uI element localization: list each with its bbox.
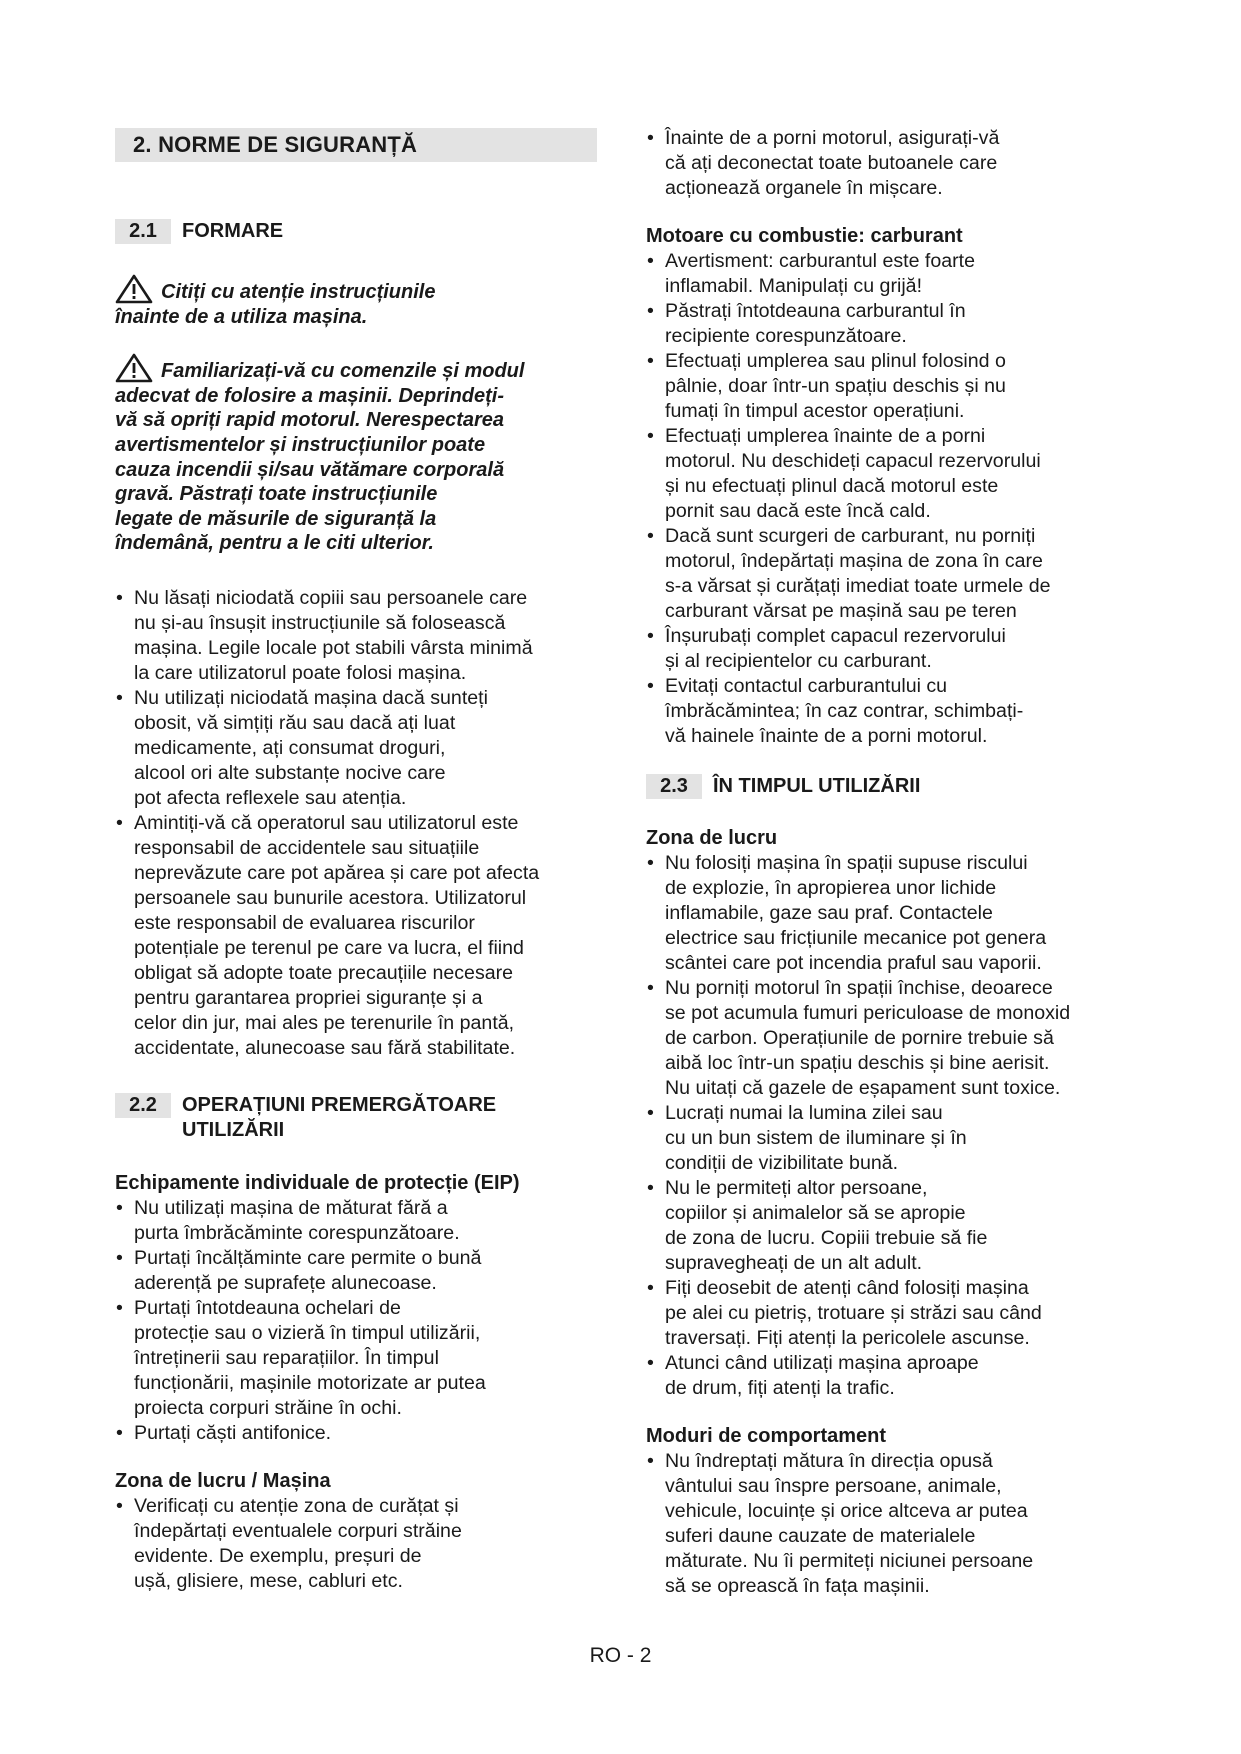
list-item: • Efectuați umplerea sau plinul folosind o pâlnie, doar într-un spațiu deschis și nu fumați în timpul acestor operațiuni. <box>646 349 1136 424</box>
list-item: • Atunci când utilizați mașina aproape de drum, fiți atenți la trafic. <box>646 1351 1136 1401</box>
section-title <box>115 128 597 162</box>
eip-heading: Echipamente individuale de protecție (EIP) <box>115 1171 520 1194</box>
warning-text-1: Citiți cu atenție instrucțiunile înainte de a utiliza mașina. <box>115 281 436 328</box>
subsection-2-1-heading <box>115 219 597 244</box>
fuel-list <box>646 249 1136 749</box>
training-list <box>115 586 597 1061</box>
section-title-text: NORME DE SIGURANȚĂ <box>158 132 418 157</box>
list-item: • Dacă sunt scurgeri de carburant, nu porniți motorul, îndepărtați mașina de zona în care s-a vărsat și curățați imediat toate urmele de carburant vărsat pe mașină sau pe teren <box>646 524 1136 624</box>
work-zone-machine-list-continued <box>646 126 1136 201</box>
subsection-title: OPERAȚIUNI PREMERGĂTOARE UTILIZĂRII <box>182 1093 497 1141</box>
subsection-title: ÎN TIMPUL UTILIZĂRII <box>713 775 921 797</box>
list-item: • Amintiți-vă că operatorul sau utilizatorul este responsabil de accidentele sau situațiile neprevăzute care pot apărea și care pot afecta persoanele sau bunurile acestora. Utilizatorul este responsabil de evaluarea riscurilor potențiale pe terenul pe care va lucra, el fiind obligat să adopte toate precauțiile necesare pentru garantarea propriei siguranțe și a celor din jur, mai ales pe terenurile în pantă, accidentate, alunecoase sau fără stabilitate. <box>115 811 597 1061</box>
page-number: RO - 2 <box>589 1644 652 1667</box>
warning-triangle-icon <box>115 353 153 383</box>
behavior-heading: Moduri de comportament <box>646 1425 887 1447</box>
work-zone-machine-heading: Zona de lucru / Mașina <box>115 1469 331 1492</box>
warning-read-instructions <box>115 274 597 329</box>
list-item: • Efectuați umplerea înainte de a porni motorul. Nu deschideți capacul rezervorului și nu efectuați plinul dacă motorul este pornit sau dacă este încă cald. <box>646 424 1136 524</box>
list-item: • Nu folosiți mașina în spații supuse riscului de explozie, în apropierea unor lichide inflamabile, gaze sau praf. Contactele electrice sau fricțiunile mecanice pot genera scântei care pot incendia praful sau vaporii. <box>646 851 1136 976</box>
work-zone-machine-list <box>115 1494 597 1594</box>
list-item: • Avertisment: carburantul este foarte inflamabil. Manipulați cu grijă! <box>646 249 1136 299</box>
list-item: • Nu le permiteți altor persoane, copiilor și animalelor să se apropie de zona de lucru. Copiii trebuie să fie supravegheați de un alt adult. <box>646 1176 1136 1276</box>
subsection-number: 2.1 <box>115 219 171 244</box>
work-zone-heading: Zona de lucru <box>646 827 778 849</box>
warning-text-2: Familiarizați-vă cu comenzile și modul adecvat de folosire a mașinii. Deprindeți- vă să opriți rapid motorul. Nerespectarea avertismentelor și instrucțiunilor poate cauza incendii și/sau vătămare corporală gravă. Păstrați toate instrucțiunile legate de măsurile de siguranță la îndemână, pentru a le citi ulterior. <box>115 360 525 555</box>
list-item: • Fiți deosebit de atenți când folosiți mașina pe alei cu pietriș, trotuare și străzi sau când traversați. Fiți atenți la pericolele ascunse. <box>646 1276 1136 1351</box>
list-item: • Evitați contactul carburantului cu îmbrăcămintea; în caz contrar, schimbați- vă hainele înainte de a porni motorul. <box>646 674 1136 749</box>
list-item: • Înainte de a porni motorul, asigurați-vă că ați deconectat toate butoanele care acționează organele în mișcare. <box>646 126 1136 201</box>
list-item: • Purtați căști antifonice. <box>115 1421 597 1446</box>
subsection-number: 2.3 <box>646 774 702 799</box>
list-item: • Nu porniți motorul în spații închise, deoarece se pot acumula fumuri periculoase de monoxid de carbon. Operațiunile de pornire trebuie să aibă loc într-un spațiu deschis și bine aerisit. Nu uitați că gazele de eșapament sunt toxice. <box>646 976 1136 1101</box>
behavior-list <box>646 1449 1136 1599</box>
list-item: • Nu îndreptați mătura în direcția opusă vântului sau înspre persoane, animale, vehicule, locuințe și orice altceva ar putea suferi daune cauzate de materialele măturate. Nu îi permiteți niciunei persoane să se oprească în fața mașinii. <box>646 1449 1136 1599</box>
warning-triangle-icon <box>115 274 153 304</box>
subsection-2-2-heading <box>115 1093 597 1143</box>
fuel-heading: Motoare cu combustie: carburant <box>646 225 963 247</box>
eip-list <box>115 1196 597 1446</box>
section-number: 2. <box>133 132 152 157</box>
list-item: • Păstrați întotdeauna carburantul în recipiente corespunzătoare. <box>646 299 1136 349</box>
list-item: • Purtați întotdeauna ochelari de protecție sau o vizieră în timpul utilizării, întreținerii sau reparațiilor. În timpul funcționării, mașinile motorizate ar putea proiecta corpuri străine în ochi. <box>115 1296 597 1421</box>
work-zone-list <box>646 851 1136 1401</box>
subsection-2-3-heading <box>646 774 1136 799</box>
list-item: • Nu utilizați mașina de măturat fără a purta îmbrăcăminte corespunzătoare. <box>115 1196 597 1246</box>
right-column <box>646 126 1136 1599</box>
subsection-number: 2.2 <box>115 1093 171 1118</box>
list-item: • Purtați încălțăminte care permite o bună aderență pe suprafețe alunecoase. <box>115 1246 597 1296</box>
subsection-title: FORMARE <box>182 220 284 242</box>
list-item: • Înșurubați complet capacul rezervorului și al recipientelor cu carburant. <box>646 624 1136 674</box>
warning-familiarize <box>115 353 597 556</box>
list-item: • Lucrați numai la lumina zilei sau cu un bun sistem de iluminare și în condiții de vizibilitate bună. <box>646 1101 1136 1176</box>
left-column <box>115 128 597 1594</box>
list-item: • Nu utilizați niciodată mașina dacă sunteți obosit, vă simțiți rău sau dacă ați luat medicamente, ați consumat droguri, alcool ori alte substanțe nocive care pot afecta reflexele sau atenția. <box>115 686 597 811</box>
list-item: • Verificați cu atenție zona de curățat și îndepărtați eventualele corpuri străine evidente. De exemplu, preșuri de ușă, glisiere, mese, cabluri etc. <box>115 1494 597 1594</box>
list-item: • Nu lăsați niciodată copiii sau persoanele care nu și-au însușit instrucțiunile să folosească mașina. Legile locale pot stabili vârsta minimă la care utilizatorul poate folosi mașina. <box>115 586 597 686</box>
